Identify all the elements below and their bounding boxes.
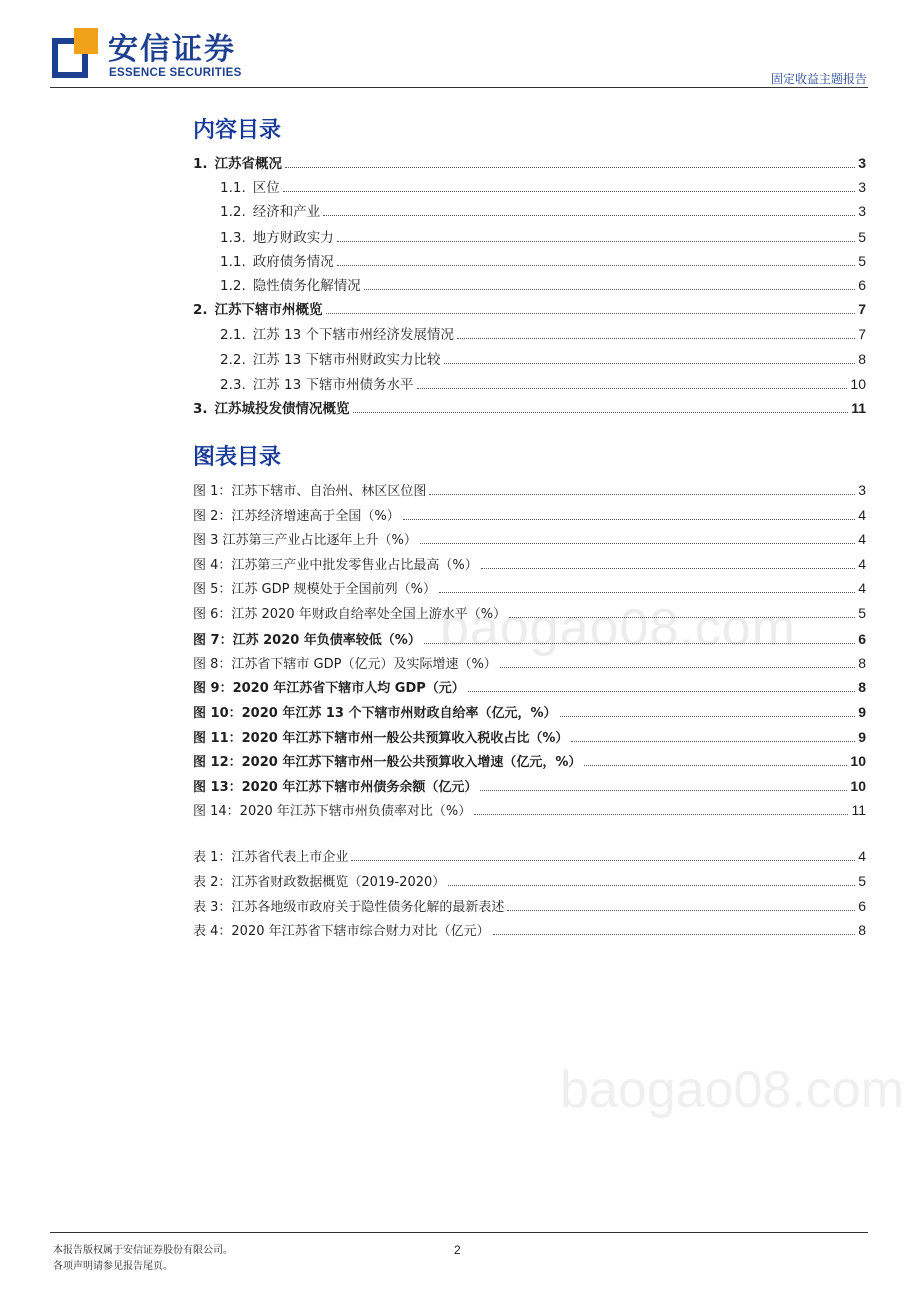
toc-entry[interactable]: 2.2. 江苏 13 下辖市州财政实力比较 8 (220, 351, 866, 368)
toc-entry[interactable]: 2. 江苏下辖市州概览 7 (193, 301, 866, 318)
table-entry[interactable]: 表 3：江苏各地级市政府关于隐性债务化解的最新表述 6 (193, 898, 866, 915)
table-entry[interactable]: 表 1：江苏省代表上市企业 4 (193, 848, 866, 865)
figure-entry[interactable]: 图 3 江苏第三产业占比逐年上升（%） 4 (193, 531, 866, 548)
table-page-number: 4 (858, 848, 866, 864)
toc-entry[interactable]: 1.3. 地方财政实力 5 (220, 229, 866, 246)
page-number: 2 (454, 1243, 461, 1257)
table-page-number: 8 (858, 922, 866, 938)
dot-leader (417, 387, 848, 389)
dot-leader (337, 264, 855, 266)
watermark: baogao08.com (560, 1061, 905, 1119)
footer-disclaimer: 各项声明请参见报告尾页。 (53, 1261, 173, 1272)
toc-entry[interactable]: 1.2. 隐性债务化解情况 6 (220, 277, 866, 294)
dot-leader (323, 214, 855, 216)
figure-page-number: 9 (858, 704, 866, 720)
table-entry[interactable]: 表 4：2020 年江苏省下辖市综合财力对比（亿元） 8 (193, 922, 866, 939)
toc-entry[interactable]: 2.3. 江苏 13 下辖市州债务水平 10 (220, 376, 866, 393)
footer-copyright: 本报告版权属于安信证券股份有限公司。 (53, 1245, 233, 1256)
figure-page-number: 4 (858, 556, 866, 572)
table-page-number: 6 (858, 898, 866, 914)
dot-leader (439, 591, 855, 593)
figure-entry[interactable]: 图 7：江苏 2020 年负债率较低（%） 6 (193, 631, 866, 648)
figure-page-number: 10 (850, 778, 866, 794)
toc-page-number: 5 (858, 253, 866, 269)
toc-page-number: 7 (858, 326, 866, 342)
essence-logo-icon (52, 28, 98, 78)
figures-title: 图表目录 (193, 445, 282, 470)
figure-page-number: 10 (850, 753, 866, 769)
report-type: 固定收益主题报告 (770, 72, 867, 86)
figure-page-number: 6 (858, 631, 866, 647)
dot-leader (481, 567, 855, 569)
dot-leader (584, 764, 847, 766)
dot-leader (429, 493, 855, 495)
figure-entry[interactable]: 图 4：江苏第三产业中批发零售业占比最高（%） 4 (193, 556, 866, 573)
toc-page-number: 6 (858, 277, 866, 293)
contents-title: 内容目录 (193, 118, 282, 143)
toc-page-number: 5 (858, 229, 866, 245)
figure-entry[interactable]: 图 5：江苏 GDP 规模处于全国前列（%） 4 (193, 580, 866, 597)
toc-page-number: 7 (858, 301, 866, 317)
figure-page-number: 9 (858, 729, 866, 745)
dot-leader (571, 740, 855, 742)
toc-page-number: 3 (858, 155, 866, 171)
figure-page-number: 11 (851, 802, 866, 818)
figure-page-number: 4 (858, 580, 866, 596)
dot-leader (493, 933, 856, 935)
figure-entry[interactable]: 图 10：2020 年江苏 13 个下辖市州财政自给率（亿元，%） 9 (193, 704, 866, 721)
toc-page-number: 11 (851, 400, 866, 416)
header-divider (50, 87, 868, 88)
watermark: baogao08.com (440, 599, 797, 657)
figure-entry[interactable]: 图 9：2020 年江苏省下辖市人均 GDP（元） 8 (193, 679, 866, 696)
dot-leader (351, 859, 855, 861)
toc-entry[interactable]: 2.1. 江苏 13 个下辖市州经济发展情况 7 (220, 326, 866, 343)
dot-leader (364, 288, 855, 290)
dot-leader (337, 240, 855, 242)
table-entry[interactable]: 表 2：江苏省财政数据概览（2019-2020） 5 (193, 873, 866, 890)
page-header (0, 0, 920, 90)
figure-page-number: 8 (858, 655, 866, 671)
company-name-cn: 安信证券 (108, 32, 236, 67)
figure-entry[interactable]: 图 13：2020 年江苏下辖市州债务余额（亿元） 10 (193, 778, 866, 795)
toc-page-number: 3 (858, 179, 866, 195)
dot-leader (420, 542, 855, 544)
figure-entry[interactable]: 图 11：2020 年江苏下辖市州一般公共预算收入税收占比（%） 9 (193, 729, 866, 746)
footer-divider (50, 1232, 868, 1233)
company-name-en: ESSENCE SECURITIES (109, 67, 242, 79)
dot-leader (353, 411, 849, 413)
dot-leader (403, 518, 855, 520)
dot-leader (468, 690, 855, 692)
figure-page-number: 4 (858, 531, 866, 547)
figure-entry[interactable]: 图 12：2020 年江苏下辖市州一般公共预算收入增速（亿元，%） 10 (193, 753, 866, 770)
dot-leader (474, 813, 848, 815)
toc-entry[interactable]: 3. 江苏城投发债情况概览 11 (193, 400, 866, 417)
dot-leader (507, 909, 855, 911)
toc-entry[interactable]: 1.1. 政府债务情况 5 (220, 253, 866, 270)
table-page-number: 5 (858, 873, 866, 889)
figure-entry[interactable]: 图 2：江苏经济增速高于全国（%） 4 (193, 507, 866, 524)
figure-page-number: 3 (858, 482, 866, 498)
figure-entry[interactable]: 图 14：2020 年江苏下辖市州负债率对比（%） 11 (193, 802, 866, 819)
toc-page-number: 10 (850, 376, 866, 392)
figure-page-number: 5 (858, 605, 866, 621)
dot-leader (480, 789, 847, 791)
toc-page-number: 3 (858, 203, 866, 219)
figure-page-number: 8 (858, 679, 866, 695)
dot-leader (283, 190, 855, 192)
dot-leader (500, 666, 855, 668)
figure-page-number: 4 (858, 507, 866, 523)
toc-entry[interactable]: 1.2. 经济和产业 3 (220, 203, 866, 220)
dot-leader (285, 166, 855, 168)
dot-leader (444, 362, 856, 364)
figure-entry[interactable]: 图 8：江苏省下辖市 GDP（亿元）及实际增速（%） 8 (193, 655, 866, 672)
dot-leader (457, 337, 855, 339)
dot-leader (560, 715, 856, 717)
dot-leader (326, 312, 856, 314)
figure-entry[interactable]: 图 6：江苏 2020 年财政自给率处全国上游水平（%） 5 (193, 605, 866, 622)
toc-entry[interactable]: 1.1. 区位 3 (220, 179, 866, 196)
figure-entry[interactable]: 图 1：江苏下辖市、自治州、林区区位图 3 (193, 482, 866, 499)
dot-leader (448, 884, 855, 886)
toc-entry[interactable]: 1. 江苏省概况 3 (193, 155, 866, 172)
toc-page-number: 8 (858, 351, 866, 367)
